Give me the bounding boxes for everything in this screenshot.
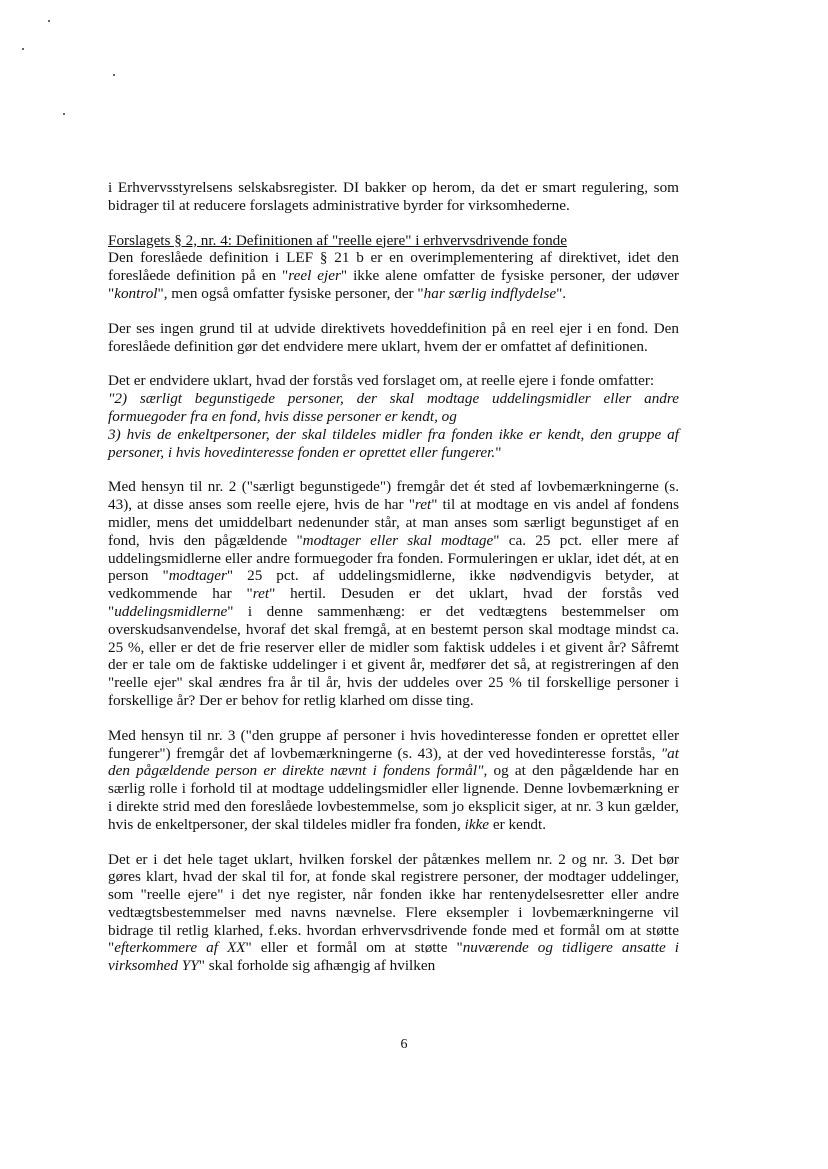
paragraph-gap — [108, 215, 679, 232]
paragraph — [108, 179, 679, 215]
italic-quote: kontrol — [114, 284, 158, 302]
italic-quote: modtager eller skal modtage — [302, 531, 494, 549]
document-body — [108, 179, 679, 975]
text-run: er kendt. — [489, 815, 546, 833]
italic-quote: ret — [252, 585, 270, 603]
page-number: 6 — [400, 1037, 408, 1052]
italic-quote: modtager — [168, 567, 227, 585]
paragraph — [108, 320, 679, 356]
italic-quote: "at den pågældende person er direkte nævnt i fondens formål" — [108, 744, 679, 780]
text-run: " ikke alene omfatter de fysiske personer, der udøver " — [108, 267, 679, 302]
paragraph-gap — [108, 710, 679, 727]
text-run: ", men også omfatter fysiske personer, der " — [157, 284, 424, 302]
text-run: ". — [556, 284, 567, 302]
text-run: " eller et formål om at støtte " — [245, 939, 463, 957]
text-run: " i denne sammenhæng: er det vedtægtens bestemmelser om overskudsanvendelse, hvoraf det skal fremgå, at en bestemt person skal modtage mindst ca. 25 %, eller er det de frie reserver eller de midler som faktisk uddeles i et givent år? Såfremt der er tale om de faktiske uddelinger i et givent år, medfører det så, at registreringen af den "reelle ejer" skal ændres fra år til år, hvis der uddeles over 25 % til forskellige personer i forskellige år? Der er behov for retlig klarhed om disse ting. — [108, 602, 679, 709]
paragraph-gap — [108, 834, 679, 851]
italic-quote: reel ejer — [288, 267, 341, 285]
text-run: Med hensyn til nr. 3 ("den gruppe af personer i hvis hovedinteresse fonden er oprettet eller fungerer") fremgår det af lovbemærkningerne (s. 43), at der ved hovedinteresse forstås, — [108, 726, 679, 762]
italic-quote: "2) særligt begunstigede personer, der skal modtage uddelingsmidler eller andre formuegoder fra en fond, hvis disse personer er kendt, og — [108, 390, 679, 425]
text-run: " skal forholde sig afhængig af hvilken — [198, 957, 436, 975]
text-run: Det er endvidere uklart, hvad der forstås ved forslaget om, at reelle ejere i fonde omfatter: — [108, 372, 655, 390]
paragraph — [108, 372, 679, 461]
scan-speck — [113, 74, 115, 76]
paragraph — [108, 727, 679, 834]
text-run: " hertil. Desuden er det uklart, hvad der forstås ved " — [108, 585, 679, 620]
paragraph — [108, 851, 679, 976]
italic-quote: nuværende og tidligere ansatte i virksomhed YY — [108, 939, 679, 975]
text-run: " ca. 25 pct. eller mere af uddelingsmidlerne eller andre formuegoder fra fonden. Formuleringen er uklar, idet dét, at en person " — [108, 531, 679, 585]
text-run: Det er i det hele taget uklart, hvilken forskel der påtænkes mellem nr. 2 og nr. 3. Det bør gøres klart, hvad der skal til for, at fonde skal registrere personer, der modtager uddelinger, som "reelle ejere" i det nye register, når fonden ikke har rentenydelsesretter eller andre vedtægtsbestemmelser med navns nævnelse. Flere eksempler i lovbemærkningerne vil bidrage til retlig klarhed, f.eks. hvordan erhvervsdrivende fonde med et formål om at støtte " — [108, 850, 679, 957]
italic-quote: har særlig indflydelse — [423, 284, 557, 302]
paragraph — [108, 478, 679, 709]
text-run: " til at modtage en vis andel af fondens midler, mens det umiddelbart nedenunder står, at man anses som særligt begunstiget af en fond, hvis den pågældende " — [108, 496, 679, 549]
text-run: Der ses ingen grund til at udvide direktivets hoveddefinition på en reel ejer i en fond. Den foreslåede definition gør det endvidere mere uklart, hvem der er omfattet af definitionen. — [108, 319, 679, 355]
text-run: , og at den pågældende har en særlig rolle i forhold til at modtage uddelingsmidler eller lignende. Denne lovbemærkning er i direkte strid med den foreslåede lovbestemmelse, som jo eksplicit siger, at nr. 3 kun gælder, hvis de enkeltpersoner, der skal tildeles midler fra fonden, — [108, 762, 679, 833]
italic-quote: efterkommere af XX — [114, 939, 246, 957]
italic-quote: uddelingsmidlerne — [114, 602, 228, 620]
scan-speck — [22, 48, 24, 50]
paragraph — [108, 232, 679, 303]
text-run: Den foreslåede definition i LEF § 21 b er en overimplementering af direktivet, idet den foreslåede definition på en " — [108, 249, 679, 285]
italic-quote: 3) hvis de enkeltpersoner, der skal tildeles midler fra fonden ikke er kendt, den gruppe af personer, i hvis hovedinteresse fonden er oprettet eller fungerer. — [108, 425, 679, 461]
paragraph-gap — [108, 303, 679, 320]
scan-speck — [63, 113, 65, 115]
paragraph-gap — [108, 355, 679, 372]
text-run: i Erhvervsstyrelsens selskabsregister. DI bakker op herom, da det er smart regulering, som bidrager til at reducere forslagets administrative byrder for virksomhederne. — [108, 179, 679, 214]
text-run: " — [495, 443, 502, 461]
italic-quote: ret — [414, 496, 432, 514]
text-run: " 25 pct. af uddelingsmidlerne, ikke nødvendigvis betyder, at vedkommende har " — [108, 567, 679, 603]
section-heading: Forslagets § 2, nr. 4: Definitionen af "reelle ejere" i erhvervsdrivende fonde — [108, 231, 568, 249]
scan-speck — [48, 20, 50, 22]
italic-quote: ikke — [464, 815, 490, 833]
paragraph-gap — [108, 461, 679, 478]
text-run: Med hensyn til nr. 2 ("særligt begunstigede") fremgår det ét sted af lovbemærkningerne (s. 43), at disse anses som reelle ejere, hvis de har " — [108, 478, 679, 514]
